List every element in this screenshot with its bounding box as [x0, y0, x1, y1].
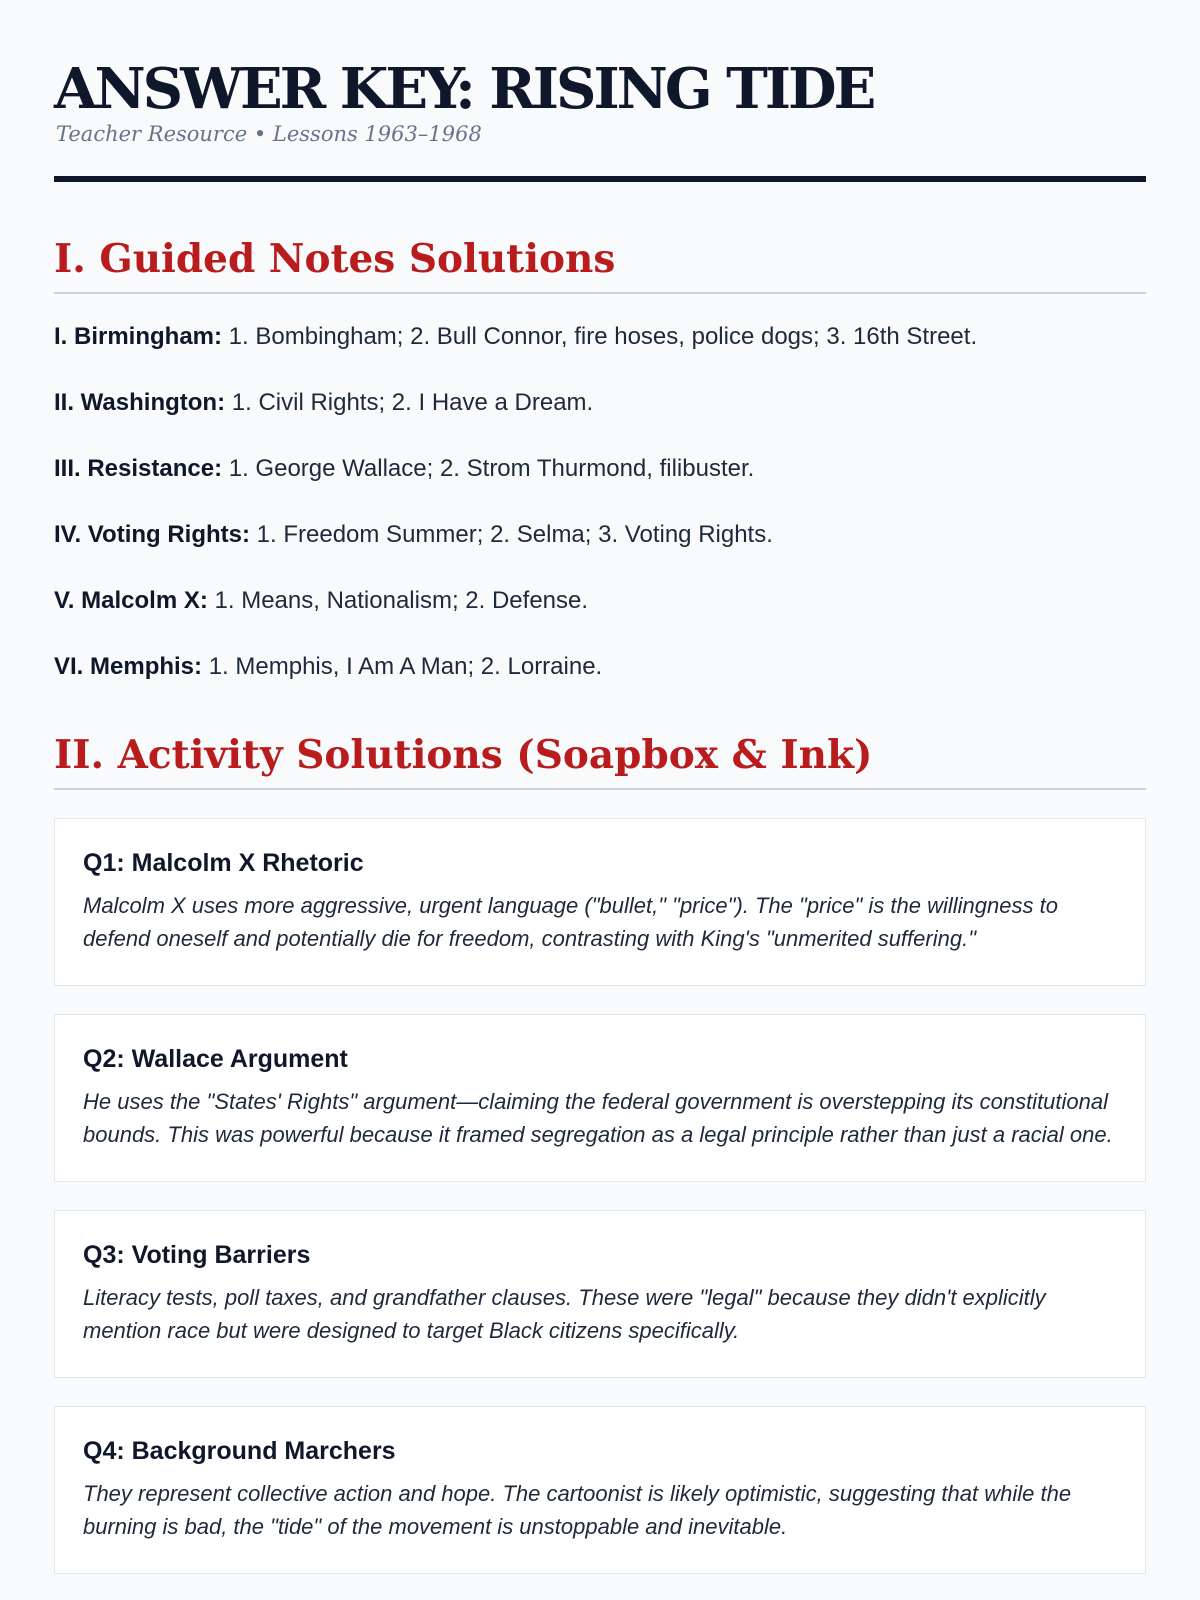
note-text: 1. Means, Nationalism; 2. Defense. — [207, 587, 589, 614]
note-text: 1. Freedom Summer; 2. Selma; 3. Voting Rights. — [250, 521, 773, 548]
activity-cards — [54, 818, 1146, 1574]
question-answer: Malcolm X uses more aggressive, urgent language ("bullet," "price"). The "price" is the willingness to defend oneself and potentially die for freedom, contrasting with King's "unmerited suffering." — [83, 893, 1058, 951]
guided-notes-list — [54, 322, 1146, 682]
page-title: ANSWER KEY: RISING TIDE — [54, 56, 874, 122]
guided-notes-heading: I. Guided Notes Solutions — [54, 234, 1146, 294]
note-label: IV. Voting Rights: — [54, 521, 250, 548]
question-title: Q1: Malcolm X Rhetoric — [83, 849, 364, 877]
question-card-q3 — [54, 1210, 1146, 1378]
question-answer: He uses the "States' Rights" argument—claiming the federal government is overstepping its constitutional bounds. This was powerful because it framed segregation as a legal principle rather than just a racial one. — [83, 1089, 1113, 1147]
question-card-q2 — [54, 1014, 1146, 1182]
note-label: II. Washington: — [54, 389, 226, 416]
guided-note-birmingham — [54, 322, 1146, 352]
question-title: Q3: Voting Barriers — [83, 1241, 311, 1269]
note-text: 1. George Wallace; 2. Strom Thurmond, filibuster. — [222, 455, 755, 482]
note-label: VI. Memphis: — [54, 653, 203, 680]
note-text: 1. Memphis, I Am A Man; 2. Lorraine. — [202, 653, 603, 680]
question-title: Q2: Wallace Argument — [83, 1045, 348, 1073]
note-text: 1. Civil Rights; 2. I Have a Dream. — [225, 389, 594, 416]
note-text: 1. Bombingham; 2. Bull Connor, fire hoses, police dogs; 3. 16th Street. — [222, 323, 978, 350]
page-subtitle: Teacher Resource • Lessons 1963–1968 — [56, 122, 482, 146]
guided-note-memphis — [54, 652, 1146, 682]
guided-note-washington — [54, 388, 1146, 418]
question-answer: Literacy tests, poll taxes, and grandfather clauses. These were "legal" because they didn't explicitly mention race but were designed to target Black citizens specifically. — [83, 1285, 1046, 1343]
question-answer: They represent collective action and hope. The cartoonist is likely optimistic, suggesting that while the burning is bad, the "tide" of the movement is unstoppable and inevitable. — [83, 1481, 1072, 1539]
guided-note-resistance — [54, 454, 1146, 484]
document-header — [54, 0, 1146, 182]
guided-notes-section — [54, 234, 1146, 682]
question-title: Q4: Background Marchers — [83, 1437, 396, 1465]
question-card-q1 — [54, 818, 1146, 986]
guided-note-voting-rights — [54, 520, 1146, 550]
guided-note-malcolm-x — [54, 586, 1146, 616]
note-label: V. Malcolm X: — [54, 587, 208, 614]
question-card-q4 — [54, 1406, 1146, 1574]
activity-solutions-section — [54, 730, 1146, 1574]
activity-solutions-heading: II. Activity Solutions (Soapbox & Ink) — [54, 730, 1146, 790]
note-label: III. Resistance: — [54, 455, 223, 482]
note-label: I. Birmingham: — [54, 323, 223, 350]
